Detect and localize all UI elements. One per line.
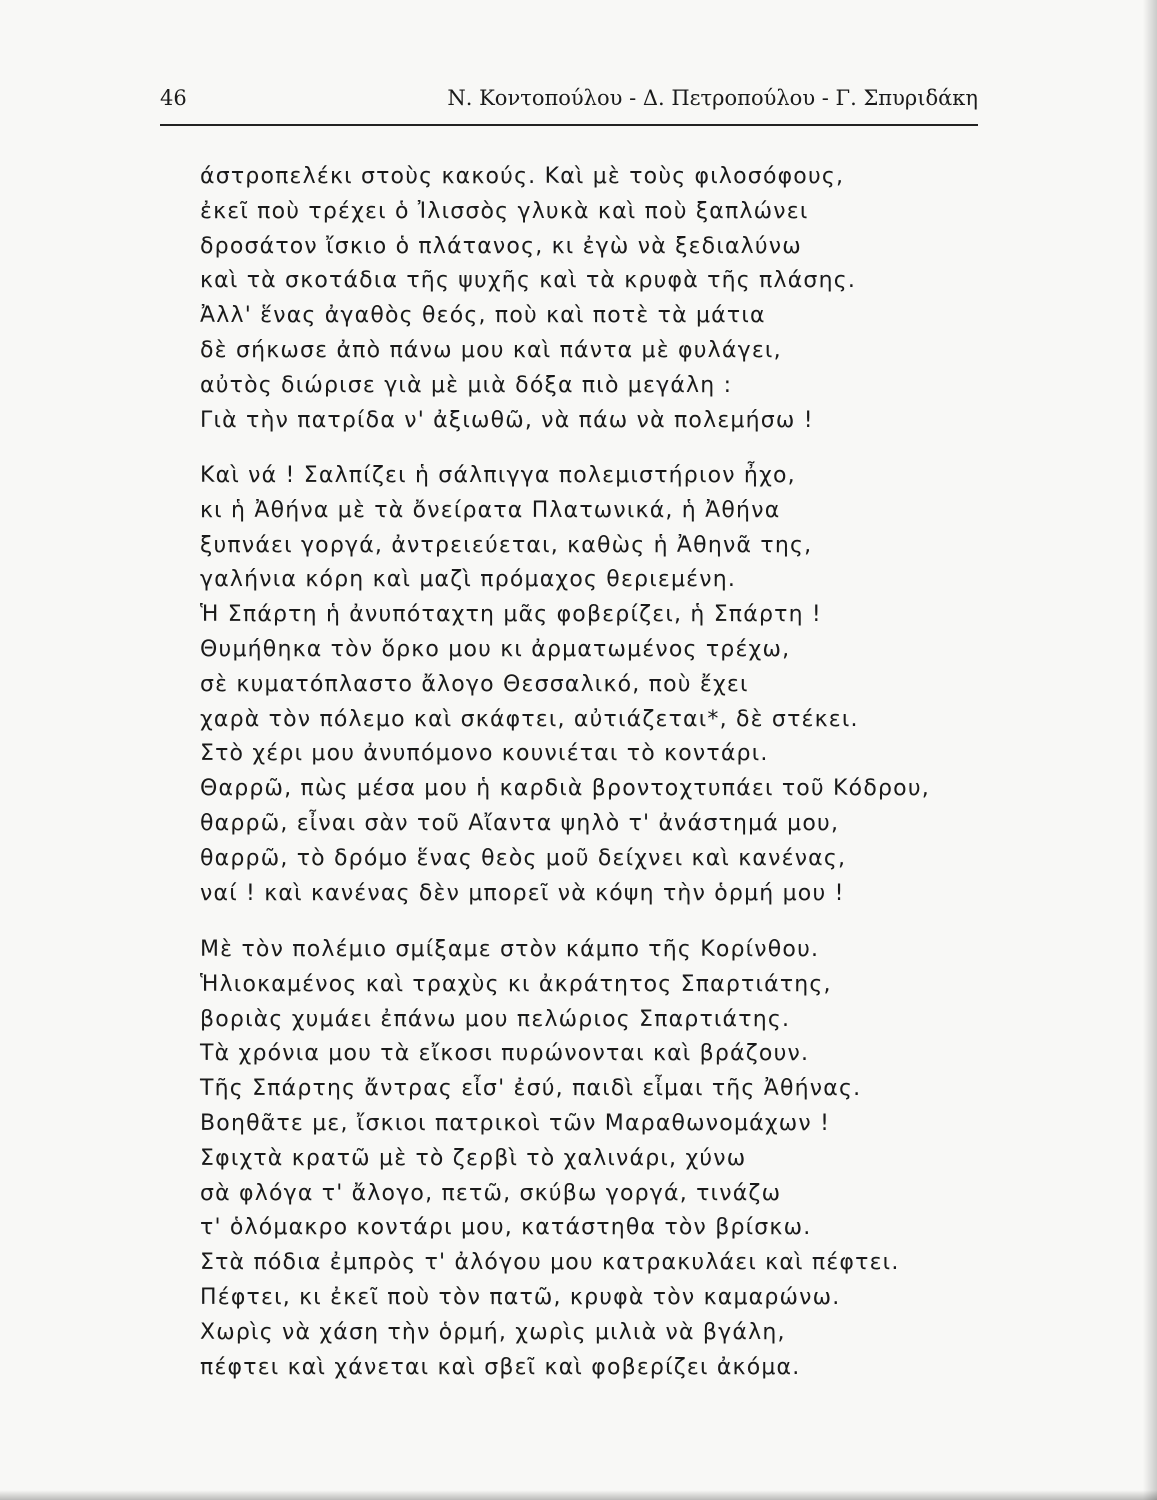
verse-line: Στὸ χέρι μου ἀνυπόμονο κουνιέται τὸ κοντάρι. [200,741,769,767]
verse-line: χαρὰ τὸν πόλεμο καὶ σκάφτει, αὐτιάζεται*, δὲ στέκει. [200,706,859,732]
page-header [160,86,978,122]
verse-line: βοριὰς χυμάει ἐπάνω μου πελώριος Σπαρτιάτης. [200,1006,791,1032]
verse-line: θαρρῶ, εἶναι σὰν τοῦ Αἴαντα ψηλὸ τ' ἀνάστημά μου, [200,810,840,836]
verse-line: Γιὰ τὴν πατρίδα ν' ἀξιωθῶ, νὰ πάω νὰ πολεμήσω ! [200,407,814,433]
page-edge-shadow [1143,0,1157,1500]
verse-line: σὰ φλόγα τ' ἄλογο, πετῶ, σκύβω γοργά, τινάζω [200,1180,782,1206]
verse-line: ναί ! καὶ κανένας δὲν μπορεῖ νὰ κόψη τὴν ὁρμή μου ! [200,880,845,906]
verse-line: Ἡλιοκαμένος καὶ τραχὺς κι ἀκράτητος Σπαρτιάτης, [200,971,832,997]
stanza [200,933,1000,1385]
verse-line: άστροπελέκι στοὺς κακούς. Καὶ μὲ τοὺς φιλοσόφους, [200,164,845,189]
verse-line: σὲ κυματόπλαστο ἄλογο Θεσσαλικό, ποὺ ἔχει [200,671,749,697]
verse-line: θαρρῶ, τὸ δρόμο ἕνας θεὸς μοῦ δείχνει καὶ κανένας, [200,845,847,871]
verse-line: Θυμήθηκα τὸν ὅρκο μου κι ἀρματωμένος τρέχω, [200,636,791,662]
header-rule [160,124,978,126]
verse-line: ξυπνάει γοργά, ἀντρειεύεται, καθὼς ἡ Ἀθηνᾶ της, [200,532,813,558]
stanza [200,160,1000,438]
stanza [200,459,1000,911]
verse-line: δὲ σήκωσε ἀπὸ πάνω μου καὶ πάντα μὲ φυλάγει, [200,337,782,363]
verse-line: Τῆς Σπάρτης ἄντρας εἶσ' ἐσύ, παιδὶ εἶμαι τῆς Ἀθήνας. [200,1076,862,1102]
verse-line: Μὲ τὸν πολέμιο σμίξαμε στὸν κάμπο τῆς Κορίνθου. [200,937,820,962]
verse-line: Στὰ πόδια ἐμπρὸς τ' ἀλόγου μου κατρακυλάει καὶ πέφτει. [200,1250,900,1276]
verse-line: Ἀλλ' ἕνας ἀγαθὸς θεός, ποὺ καὶ ποτὲ τὰ μάτια [200,303,766,329]
verse-line: Χωρὶς νὰ χάση τὴν ὁρμή, χωρὶς μιλιὰ νὰ βγάλη, [200,1319,786,1345]
running-head: Ν. Κοντοπούλου - Δ. Πετροπούλου - Γ. Σπυριδάκη [447,86,978,110]
verse-line: Τὰ χρόνια μου τὰ εἴκοσι πυρώνονται καὶ βράζουν. [200,1041,810,1067]
verse-line: αὐτὸς διώρισε γιὰ μὲ μιὰ δόξα πιὸ μεγάλη : [200,372,733,398]
verse-line: πέφτει καὶ χάνεται καὶ σβεῖ καὶ φοβερίζει ἀκόμα. [200,1354,801,1380]
verse-line: Σφιχτὰ κρατῶ μὲ τὸ ζερβὶ τὸ χαλινάρι, χύνω [200,1145,747,1171]
verse-line: τ' ὁλόμακρο κοντάρι μου, κατάστηθα τὸν βρίσκω. [200,1215,812,1241]
page-bottom-shadow [0,1490,1157,1500]
verse-line: καὶ τὰ σκοτάδια τῆς ψυχῆς καὶ τὰ κρυφὰ τῆς πλάσης. [200,268,857,294]
verse-line: Καὶ νά ! Σαλπίζει ἡ σάλπιγγα πολεμιστήριον ἦχο, [200,463,796,488]
verse-line: Πέφτει, κι ἐκεῖ ποὺ τὸν πατῶ, κρυφὰ τὸν καμαρώνω. [200,1284,841,1310]
verse-line: δροσάτον ἴσκιο ὁ πλάτανος, κι ἐγὼ νὰ ξεδιαλύνω [200,233,802,259]
verse-line: Θαρρῶ, πὼς μέσα μου ἡ καρδιὰ βροντοχτυπάει τοῦ Κόδρου, [200,776,930,802]
verse-line: κι ἡ Ἀθήνα μὲ τὰ ὄνείρατα Πλατωνικά, ἡ Ἀθήνα [200,497,781,523]
verse-line: ἐκεῖ ποὺ τρέχει ὁ Ἰλισσὸς γλυκὰ καὶ ποὺ ξαπλώνει [200,198,809,224]
verse-line: Ἡ Σπάρτη ἡ ἀνυπόταχτη μᾶς φοβερίζει, ἡ Σπάρτη ! [200,602,822,628]
verse-line: γαλήνια κόρη καὶ μαζὶ πρόμαχος θεριεμένη. [200,567,737,593]
verse-line: Βοηθᾶτε με, ἴσκιοι πατρικοὶ τῶν Μαραθωνομάχων ! [200,1110,831,1136]
page-number: 46 [160,86,187,110]
